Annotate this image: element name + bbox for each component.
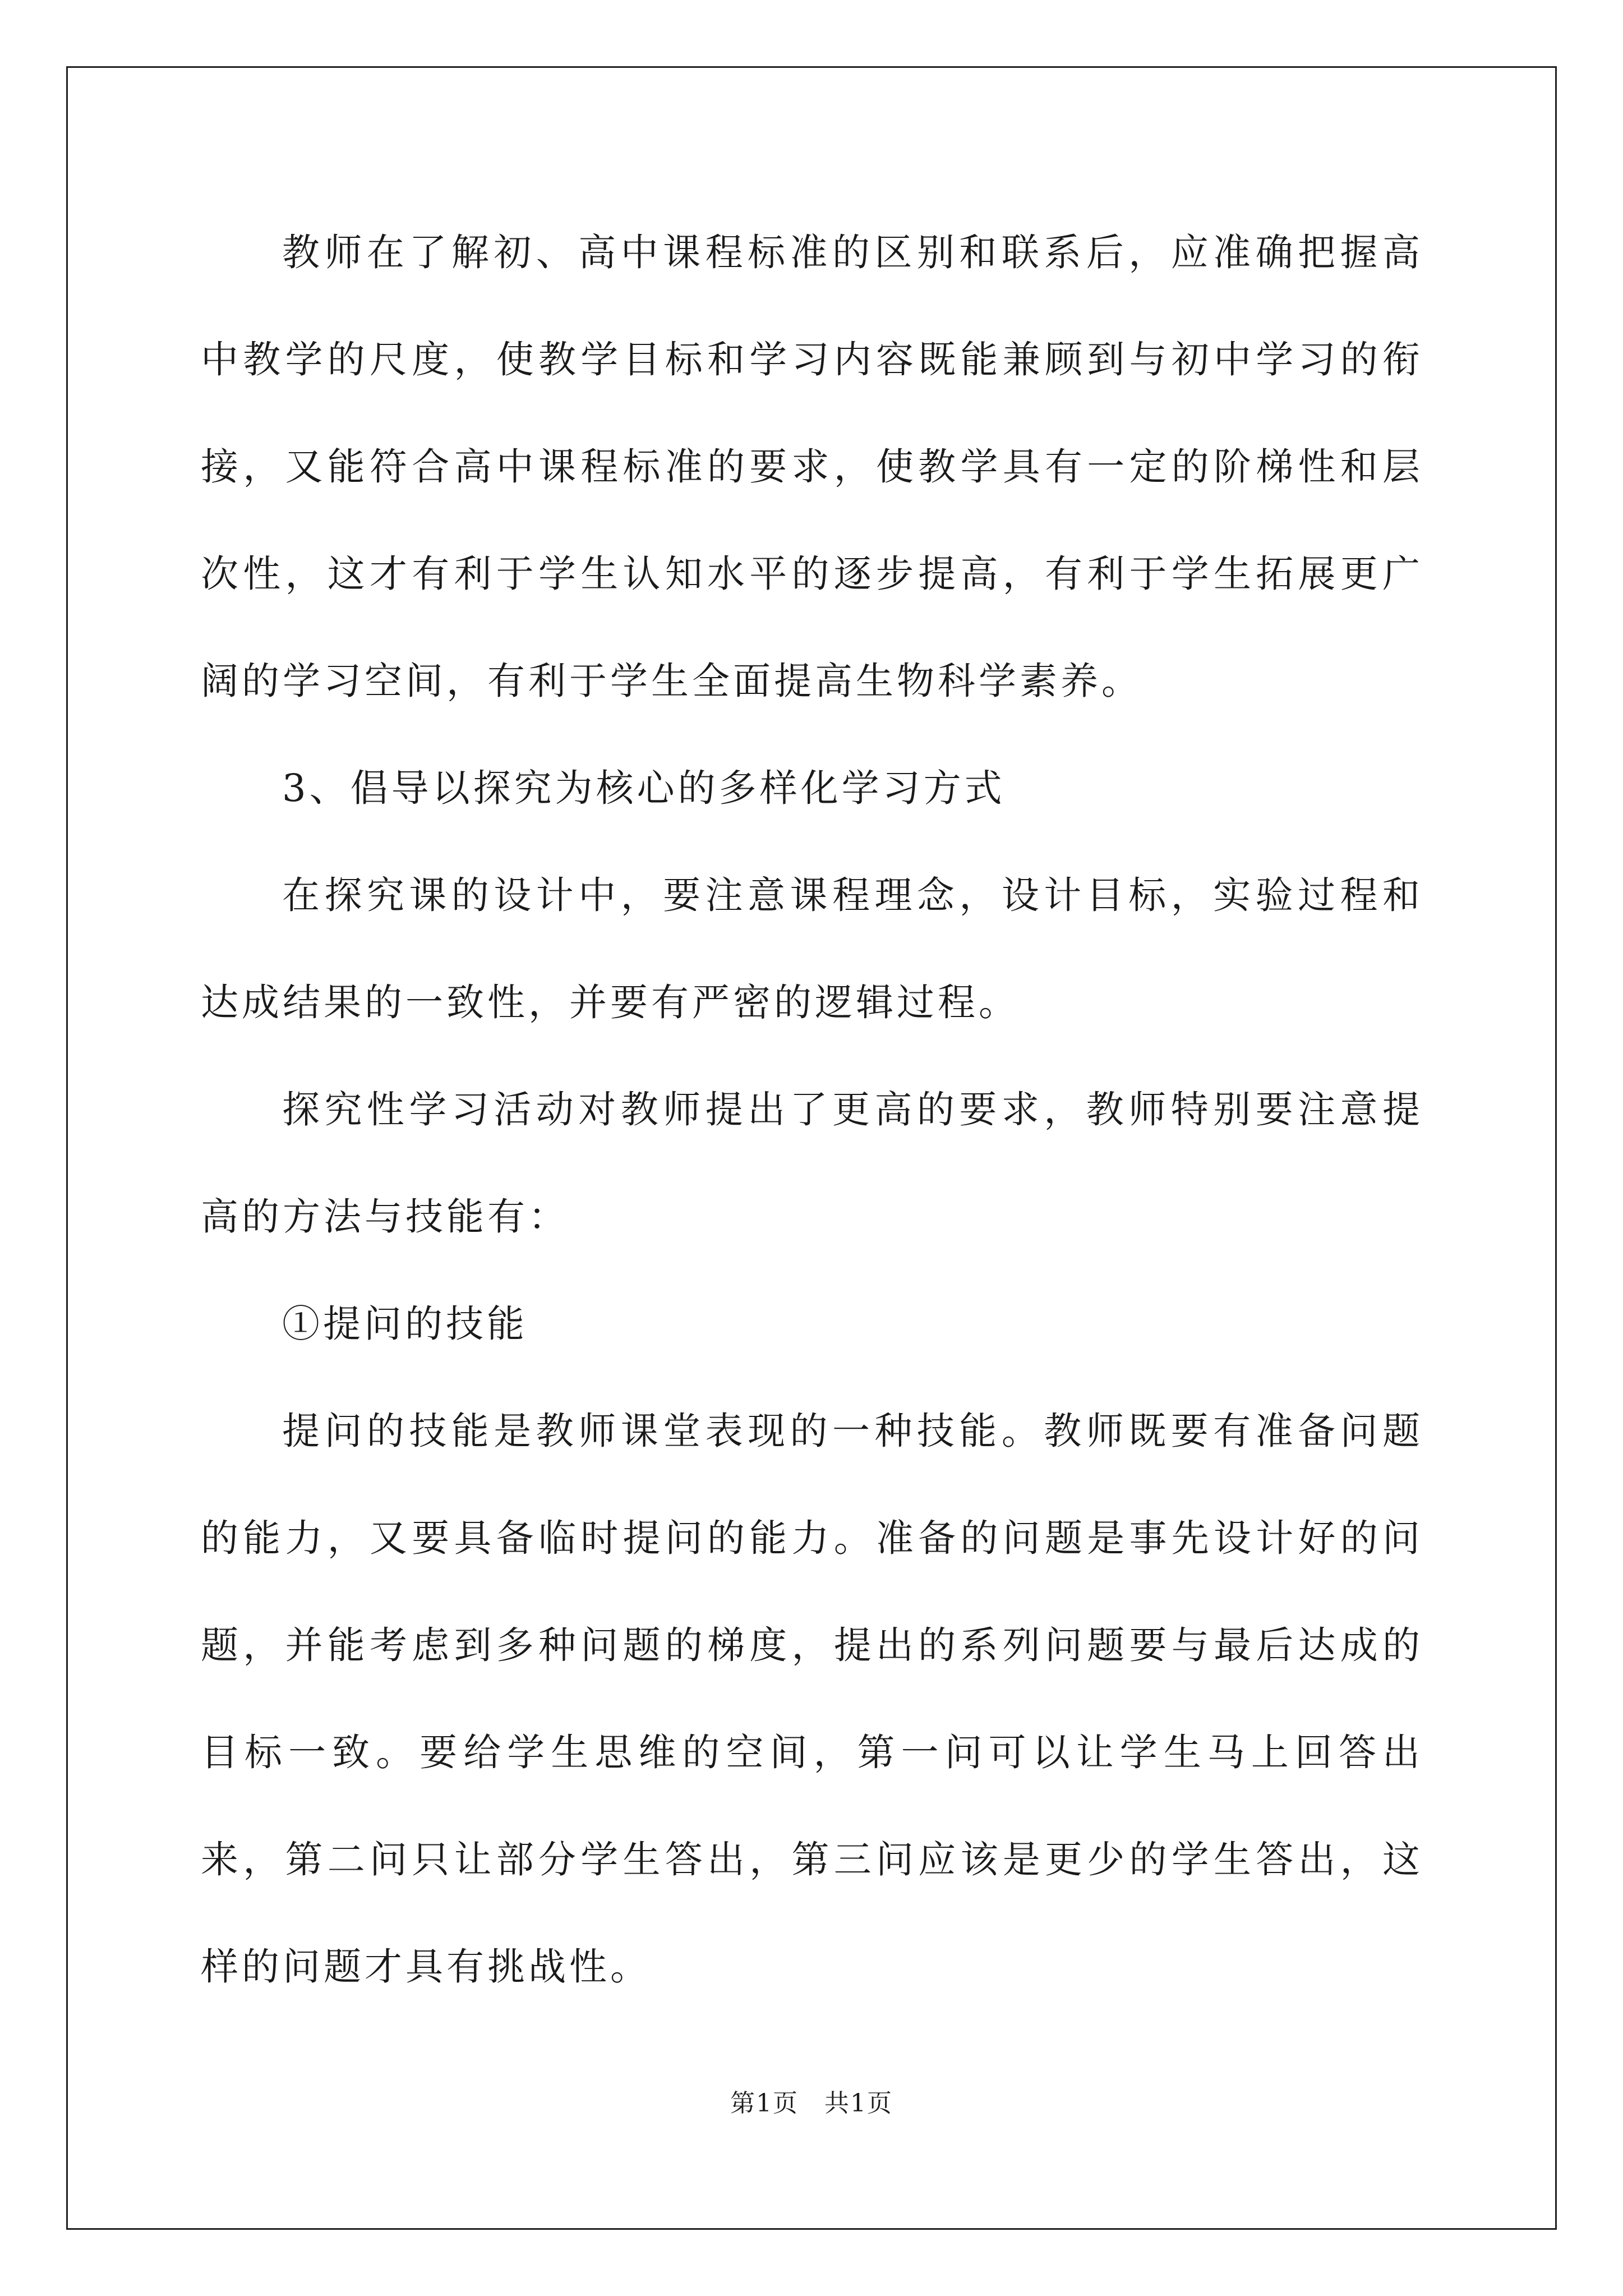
paragraph-teaching-scale: 教师在了解初、高中课程标准的区别和联系后，应准确把握高中教学的尺度，使教学目标和学习内容既能兼顾到与初中学习的衔接，又能符合高中课程标准的要求，使教学具有一定的阶梯性和层次性，这才有利于学生认知水平的逐步提高，有利于学生拓展更广阔的学习空间，有利于学生全面提高生物科学素养。 xyxy=(201,231,1423,703)
document-body xyxy=(201,199,1423,2021)
section-heading-inquiry-learning: 3、倡导以探究为核心的多样化学习方式 xyxy=(282,766,1006,810)
paragraph-teacher-requirements: 探究性学习活动对教师提出了更高的要求，教师特别要注意提高的方法与技能有： xyxy=(201,1088,1423,1239)
paragraph-inquiry-design: 在探究课的设计中，要注意课程理念，设计目标，实验过程和达成结果的一致性，并要有严密的逻辑过程。 xyxy=(201,873,1423,1024)
page-number-footer: 第1页 共1页 xyxy=(730,2089,893,2118)
paragraph-questioning-skill: 提问的技能是教师课堂表现的一种技能。教师既要有准备问题的能力，又要具备临时提问的能力。准备的问题是事先设计好的问题，并能考虑到多种问题的梯度，提出的系列问题要与最后达成的目标一致。要给学生思维的空间，第一问可以让学生马上回答出来，第二问只让部分学生答出，第三问应该是更少的学生答出，这样的问题才具有挑战性。 xyxy=(201,1409,1423,1989)
subheading-questioning-skill: ①提问的技能 xyxy=(282,1302,528,1346)
